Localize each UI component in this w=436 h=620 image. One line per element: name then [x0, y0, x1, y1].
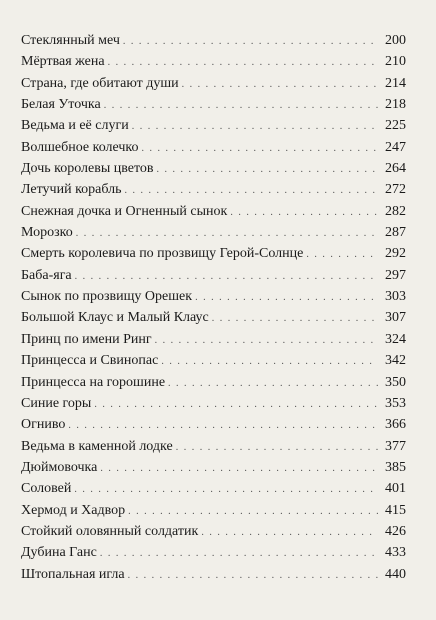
toc-entry-title: Принцесса и Свинопас: [21, 353, 159, 369]
toc-entry-page-number: 225: [385, 118, 406, 134]
toc-entry-page-number: 307: [385, 310, 406, 326]
toc-entry: [21, 457, 406, 478]
toc-entry: [21, 500, 406, 521]
toc-entry-title: Мёртвая жена: [21, 54, 105, 70]
toc-entry: [21, 542, 406, 563]
dot-leader: [108, 52, 378, 73]
toc-entry-title: Стойкий оловянный солдатик: [21, 523, 199, 539]
toc-entry: [21, 94, 406, 115]
toc-entry: [21, 158, 406, 179]
toc-entry: [21, 179, 406, 200]
dot-leader: [74, 479, 378, 500]
toc-entry-page-number: 292: [385, 246, 406, 262]
toc-entry-title: Штопальная игла: [21, 566, 125, 582]
toc-entry-title: Дочь королевы цветов: [21, 161, 154, 177]
dot-leader: [76, 223, 378, 244]
toc-entry-title: Баба-яга: [21, 267, 72, 283]
toc-entry-title: Принцесса на горошине: [21, 374, 166, 390]
toc-entry: [21, 329, 406, 350]
dot-leader: [100, 543, 378, 564]
toc-entry: [21, 286, 406, 307]
toc-entry: [21, 436, 406, 457]
toc-entry-title: Волшебное колечко: [21, 139, 139, 155]
toc-entry-title: Ведьма в каменной лодке: [21, 438, 173, 454]
toc-entry: [21, 372, 406, 393]
toc-entry-title: Страна, где обитают души: [21, 75, 179, 91]
toc-entry-title: Белая Уточка: [21, 97, 101, 113]
toc-entry-title: Принц по имени Ринг: [21, 331, 152, 347]
toc-entry-page-number: 282: [385, 203, 406, 219]
toc-entry-page-number: 272: [385, 182, 406, 198]
toc-entry-title: Сынок по прозвищу Орешек: [21, 289, 193, 305]
toc-entry-page-number: 426: [385, 523, 406, 539]
dot-leader: [168, 373, 378, 394]
toc-entry: [21, 30, 406, 51]
toc-entry: [21, 222, 406, 243]
dot-leader: [68, 415, 378, 436]
dot-leader: [212, 308, 378, 329]
dot-leader: [195, 287, 378, 308]
toc-entry-page-number: 353: [385, 395, 406, 411]
dot-leader: [306, 244, 378, 265]
dot-leader: [230, 202, 378, 223]
toc-entry-title: Соловей: [21, 481, 72, 497]
toc-entry-title: Хермод и Хадвор: [21, 502, 126, 518]
toc-entry-page-number: 440: [385, 566, 406, 582]
toc-entry-page-number: 324: [385, 331, 406, 347]
toc-entry: [21, 73, 406, 94]
dot-leader: [94, 394, 378, 415]
dot-leader: [125, 180, 378, 201]
dot-leader: [128, 565, 378, 586]
dot-leader: [155, 330, 378, 351]
toc-entry: [21, 350, 406, 371]
toc-entry-title: Дюймовочка: [21, 459, 98, 475]
dot-leader: [75, 266, 378, 287]
toc-entry: [21, 564, 406, 585]
table-of-contents: [21, 30, 406, 585]
toc-entry-page-number: 401: [385, 481, 406, 497]
toc-entry-page-number: 210: [385, 54, 406, 70]
toc-entry: [21, 521, 406, 542]
toc-entry: [21, 243, 406, 264]
toc-entry-page-number: 415: [385, 502, 406, 518]
dot-leader: [142, 138, 378, 159]
toc-entry: [21, 478, 406, 499]
dot-leader: [157, 159, 378, 180]
toc-entry: [21, 414, 406, 435]
toc-entry: [21, 115, 406, 136]
toc-entry: [21, 393, 406, 414]
dot-leader: [201, 522, 378, 543]
toc-entry-page-number: 218: [385, 97, 406, 113]
dot-leader: [176, 437, 378, 458]
toc-entry-page-number: 385: [385, 459, 406, 475]
toc-entry-title: Огниво: [21, 417, 66, 433]
toc-entry-title: Морозко: [21, 225, 73, 241]
toc-entry: [21, 137, 406, 158]
dot-leader: [161, 351, 378, 372]
toc-entry-page-number: 264: [385, 161, 406, 177]
toc-entry-page-number: 200: [385, 33, 406, 48]
dot-leader: [128, 501, 378, 522]
toc-entry-page-number: 287: [385, 225, 406, 241]
toc-entry-page-number: 303: [385, 289, 406, 305]
dot-leader: [104, 95, 378, 116]
dot-leader: [132, 116, 378, 137]
toc-entry: [21, 265, 406, 286]
toc-entry-title: Стеклянный меч: [21, 33, 120, 48]
toc-entry-title: Большой Клаус и Малый Клаус: [21, 310, 209, 326]
toc-entry-title: Синие горы: [21, 395, 92, 411]
toc-entry-title: Летучий корабль: [21, 182, 122, 198]
toc-entry-title: Ведьма и её слуги: [21, 118, 129, 134]
toc-entry-title: Смерть королевича по прозвищу Герой-Солнце: [21, 246, 304, 262]
toc-entry: [21, 307, 406, 328]
toc-entry-page-number: 433: [385, 545, 406, 561]
dot-leader: [100, 458, 378, 479]
toc-entry: [21, 51, 406, 72]
toc-entry-page-number: 297: [385, 267, 406, 283]
toc-entry-page-number: 377: [385, 438, 406, 454]
toc-entry-page-number: 366: [385, 417, 406, 433]
toc-entry: [21, 201, 406, 222]
dot-leader: [182, 74, 378, 95]
toc-entry-page-number: 350: [385, 374, 406, 390]
toc-entry-title: Дубина Ганс: [21, 545, 97, 561]
dot-leader: [123, 31, 378, 52]
toc-entry-title: Снежная дочка и Огненный сынок: [21, 203, 228, 219]
toc-entry-page-number: 342: [385, 353, 406, 369]
toc-entry-page-number: 247: [385, 139, 406, 155]
toc-entry-page-number: 214: [385, 75, 406, 91]
